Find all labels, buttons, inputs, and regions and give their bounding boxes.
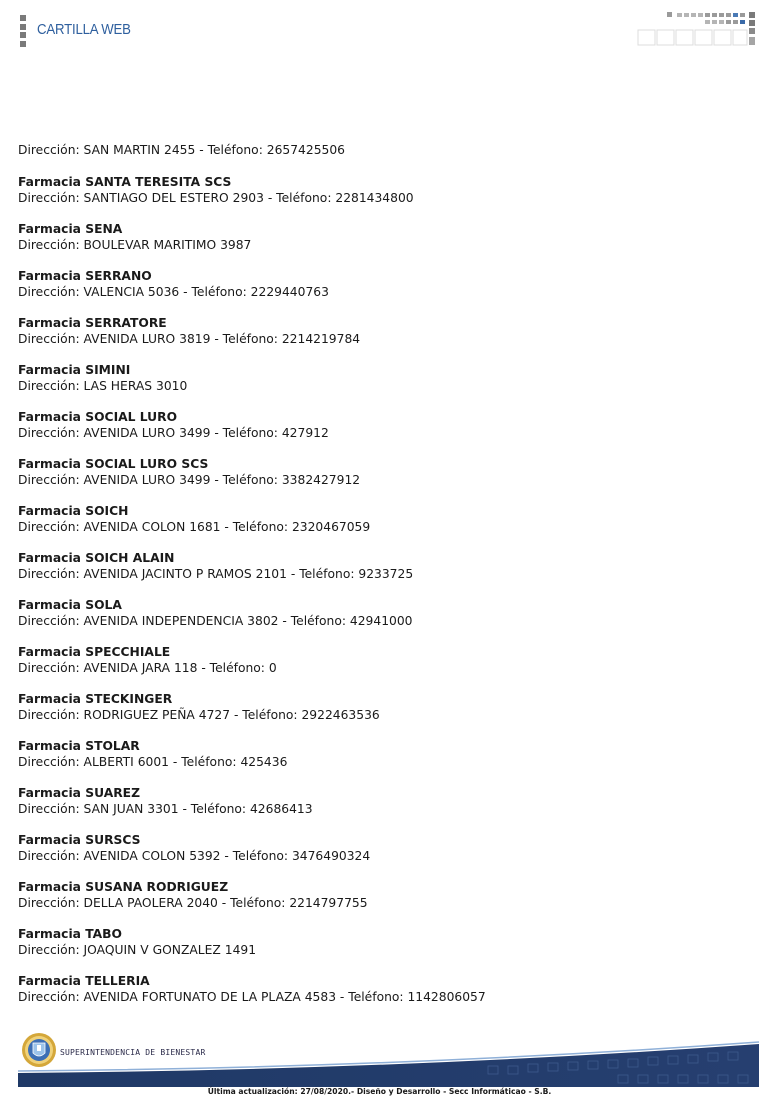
pharmacy-address: Dirección: AVENIDA FORTUNATO DE LA PLAZA 4583 - Teléfono: 1142806057 bbox=[18, 990, 486, 1004]
pharmacy-name: Farmacia SOCIAL LURO bbox=[18, 410, 178, 424]
pharmacy-name: Farmacia STECKINGER bbox=[18, 692, 173, 706]
pharmacy-address: Dirección: AVENIDA JACINTO P RAMOS 2101 - Teléfono: 9233725 bbox=[18, 567, 414, 581]
pharmacy-address: Dirección: AVENIDA INDEPENDENCIA 3802 - Teléfono: 42941000 bbox=[18, 614, 413, 628]
pharmacy-address: Dirección: AVENIDA COLON 1681 - Teléfono: 2320467059 bbox=[18, 520, 371, 534]
pharmacy-address: Dirección: JOAQUIN V GONZALEZ 1491 bbox=[18, 943, 257, 957]
pharmacy-address: Dirección: AVENIDA LURO 3819 - Teléfono: 2214219784 bbox=[18, 332, 361, 346]
pharmacy-address: Dirección: SAN JUAN 3301 - Teléfono: 42686413 bbox=[18, 802, 313, 816]
list-item bbox=[18, 597, 738, 629]
footer-band bbox=[18, 1030, 759, 1088]
list-item bbox=[18, 879, 738, 911]
pharmacy-address: Dirección: AVENIDA COLON 5392 - Teléfono: 3476490324 bbox=[18, 849, 371, 863]
pharmacy-name: Farmacia SUAREZ bbox=[18, 786, 141, 800]
list-item bbox=[18, 832, 738, 864]
pharmacy-address: Dirección: AVENIDA JARA 118 - Teléfono: 0 bbox=[18, 661, 277, 675]
pharmacy-list bbox=[18, 143, 738, 1020]
list-item bbox=[18, 738, 738, 770]
pharmacy-name: Farmacia SANTA TERESITA SCS bbox=[18, 175, 232, 189]
list-item bbox=[18, 315, 738, 347]
pharmacy-address: Dirección: BOULEVAR MARITIMO 3987 bbox=[18, 238, 252, 252]
list-item bbox=[18, 409, 738, 441]
footer-organization: SUPERINTENDENCIA DE BIENESTAR bbox=[60, 1048, 206, 1057]
pharmacy-name: Farmacia SOCIAL LURO SCS bbox=[18, 457, 209, 471]
pharmacy-address: Dirección: RODRIGUEZ PEÑA 4727 - Teléfono: 2922463536 bbox=[18, 708, 380, 722]
page-footer bbox=[18, 1030, 759, 1088]
pharmacy-name: Farmacia SPECCHIALE bbox=[18, 645, 171, 659]
pharmacy-name: Farmacia TABO bbox=[18, 927, 123, 941]
list-item bbox=[18, 785, 738, 817]
list-item bbox=[18, 221, 738, 253]
list-item bbox=[18, 550, 738, 582]
list-item bbox=[18, 456, 738, 488]
list-item bbox=[18, 691, 738, 723]
footer-update-text: Última actualización: 27/08/2020.- Diseño y Desarrollo - Secc Informáticao - S.B. bbox=[207, 1087, 552, 1096]
list-item bbox=[18, 503, 738, 535]
list-item bbox=[18, 926, 738, 958]
list-item bbox=[18, 362, 738, 394]
pharmacy-name: Farmacia SIMINI bbox=[18, 363, 131, 377]
pharmacy-name: Farmacia SOICH ALAIN bbox=[18, 551, 175, 565]
pharmacy-address: Dirección: VALENCIA 5036 - Teléfono: 2229440763 bbox=[18, 285, 329, 299]
pharmacy-name: Farmacia SUSANA RODRIGUEZ bbox=[18, 880, 229, 894]
page-header bbox=[0, 0, 759, 60]
pharmacy-name: Farmacia SERRANO bbox=[18, 269, 152, 283]
list-item bbox=[18, 268, 738, 300]
pharmacy-address: Dirección: AVENIDA LURO 3499 - Teléfono: 427912 bbox=[18, 426, 329, 440]
pharmacy-name: Farmacia TELLERIA bbox=[18, 974, 150, 988]
pharmacy-address: Dirección: DELLA PAOLERA 2040 - Teléfono: 2214797755 bbox=[18, 896, 368, 910]
pharmacy-name: Farmacia SERRATORE bbox=[18, 316, 167, 330]
header-bar-icon bbox=[20, 15, 26, 47]
list-item-address: Dirección: SAN MARTIN 2455 - Teléfono: 2657425506 bbox=[18, 143, 345, 157]
pharmacy-address: Dirección: LAS HERAS 3010 bbox=[18, 379, 188, 393]
seal-icon bbox=[21, 1032, 57, 1068]
pharmacy-address: Dirección: AVENIDA LURO 3499 - Teléfono: 3382427912 bbox=[18, 473, 361, 487]
pharmacy-name: Farmacia SOLA bbox=[18, 598, 122, 612]
pharmacy-address: Dirección: ALBERTI 6001 - Teléfono: 425436 bbox=[18, 755, 288, 769]
pharmacy-name: Farmacia STOLAR bbox=[18, 739, 140, 753]
pharmacy-name: Farmacia SENA bbox=[18, 222, 123, 236]
pharmacy-name: Farmacia SURSCS bbox=[18, 833, 141, 847]
header-grid-icon bbox=[637, 12, 759, 46]
pharmacy-address: Dirección: SANTIAGO DEL ESTERO 2903 - Teléfono: 2281434800 bbox=[18, 191, 414, 205]
entries-container bbox=[18, 174, 738, 1005]
list-item bbox=[18, 644, 738, 676]
list-item bbox=[18, 174, 738, 206]
pharmacy-name: Farmacia SOICH bbox=[18, 504, 129, 518]
list-item bbox=[18, 973, 738, 1005]
page-title: CARTILLA WEB bbox=[37, 21, 131, 38]
